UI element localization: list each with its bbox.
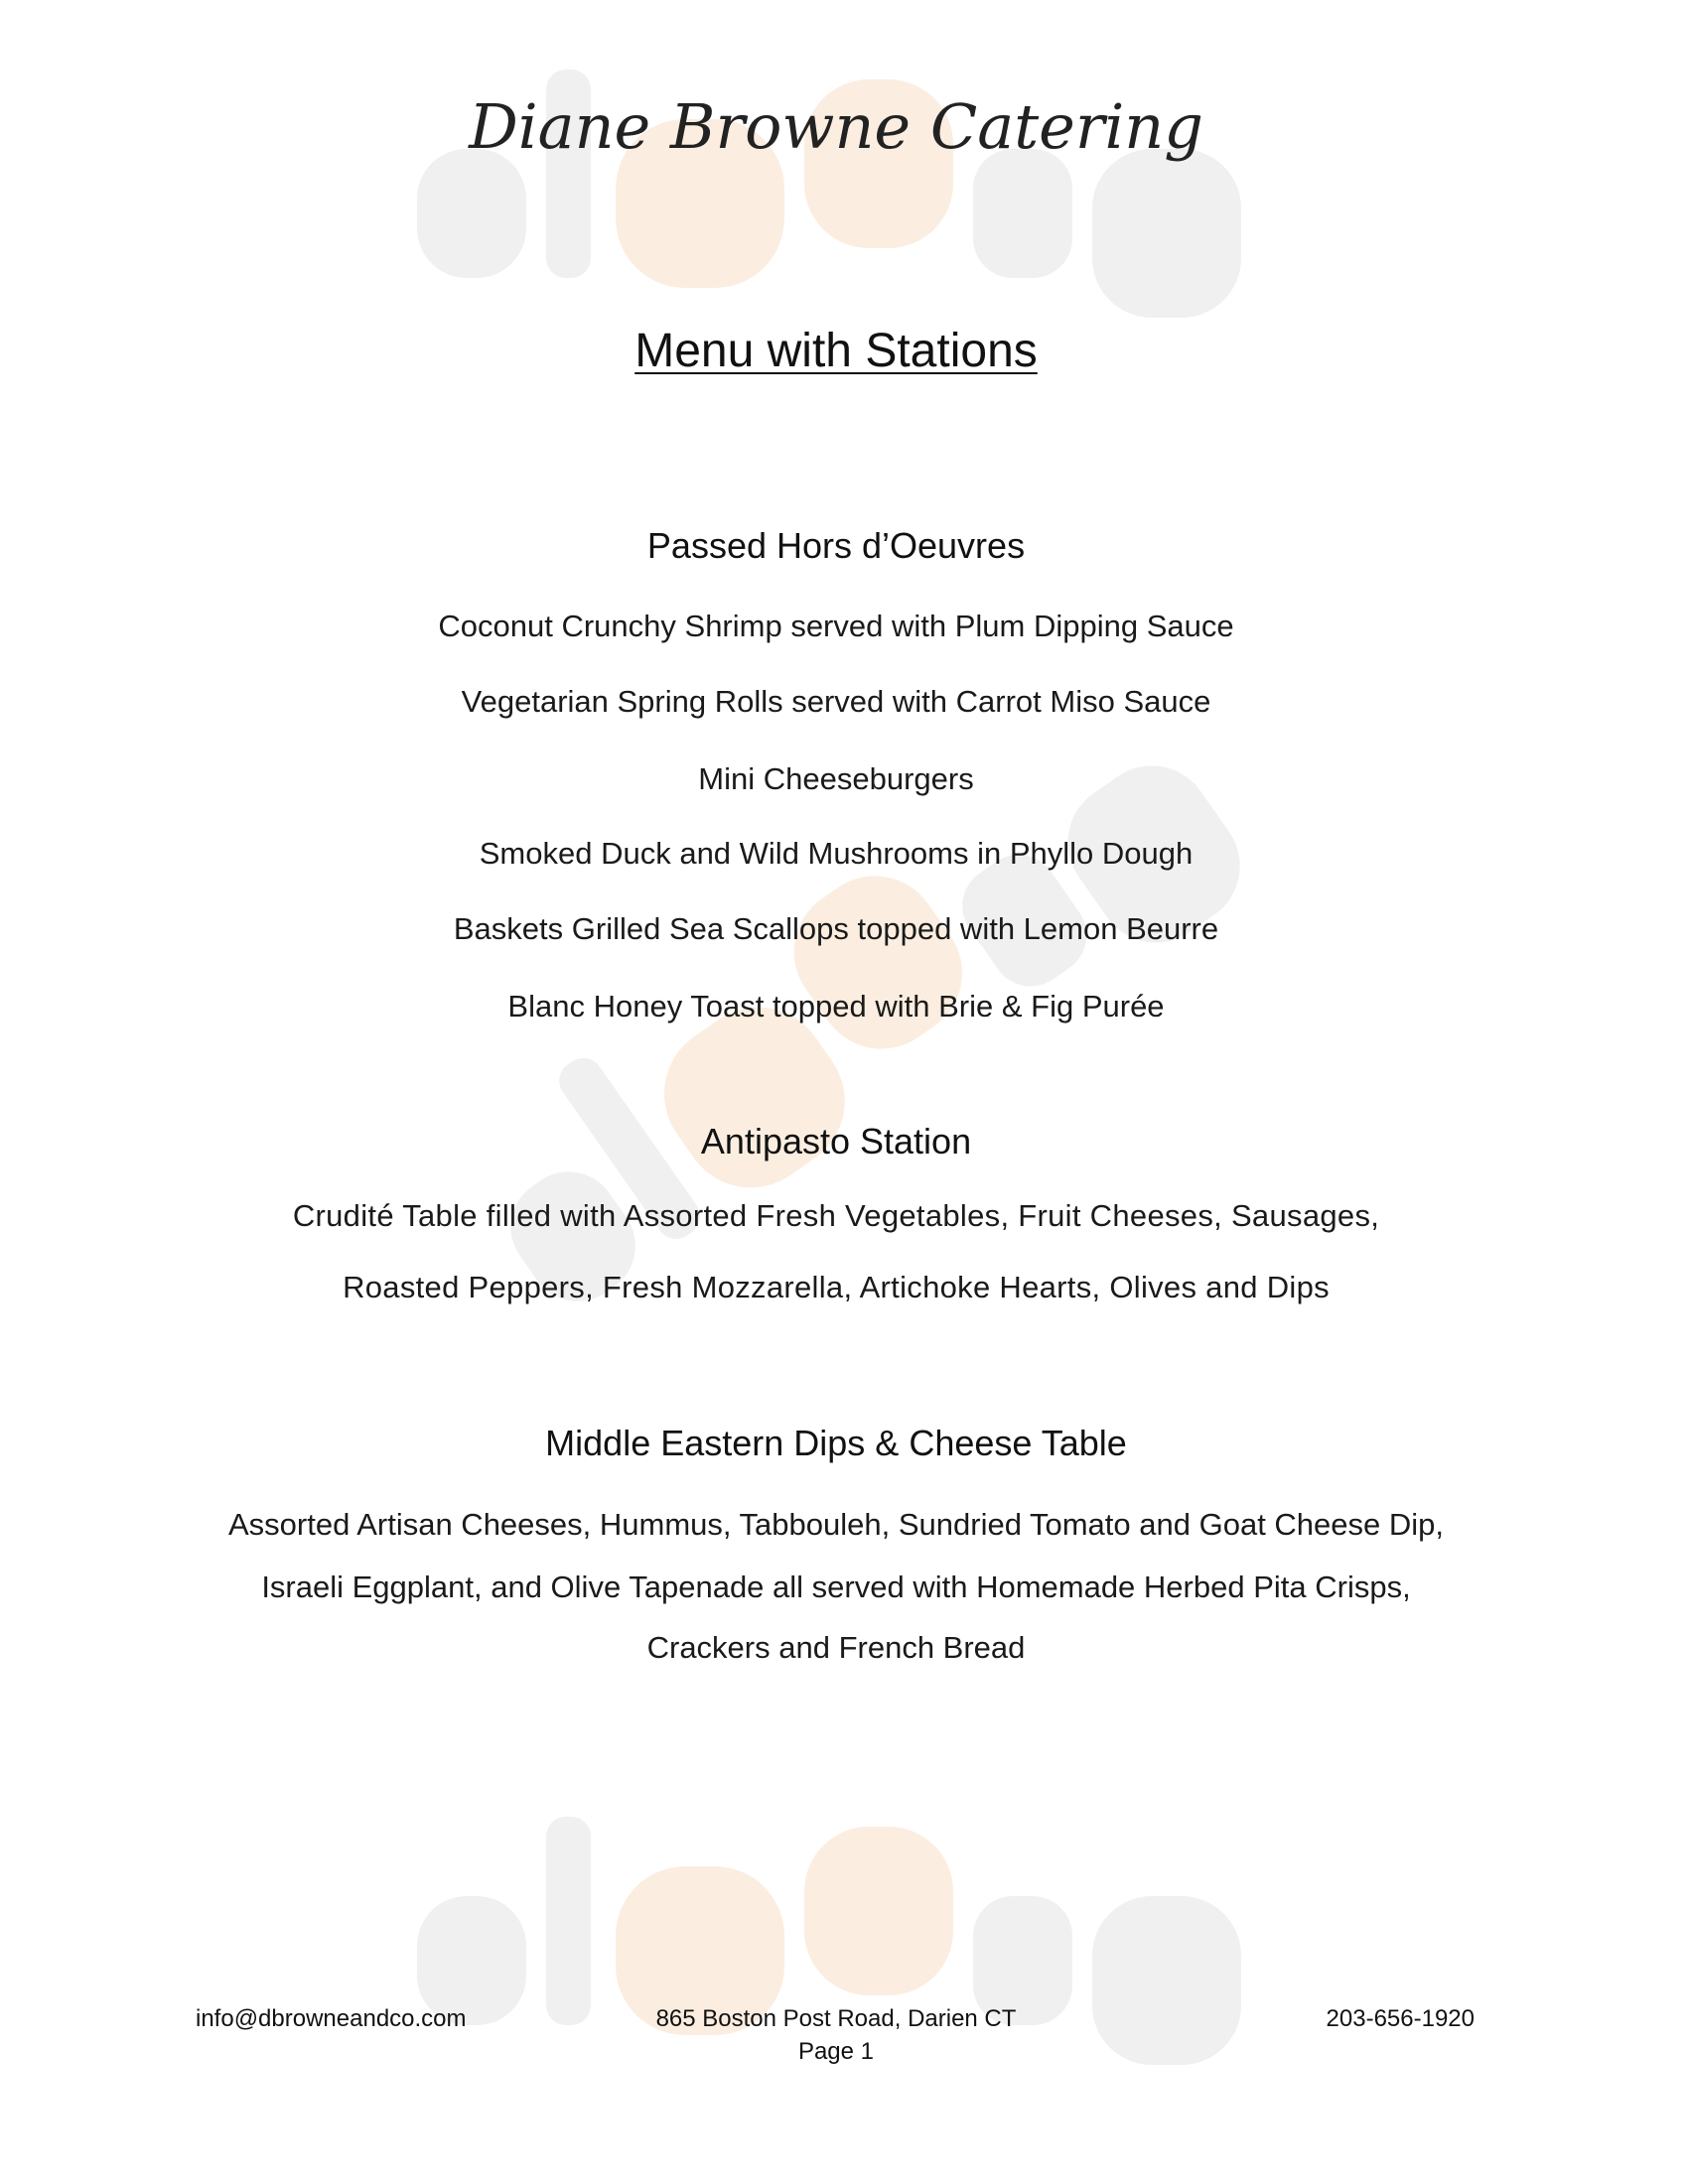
section-heading: Middle Eastern Dips & Cheese Table bbox=[545, 1423, 1127, 1463]
menu-item: Roasted Peppers, Fresh Mozzarella, Artichoke Hearts, Olives and Dips bbox=[343, 1270, 1330, 1304]
menu-item: Baskets Grilled Sea Scallops topped with Lemon Beurre bbox=[453, 911, 1219, 946]
brand-logo-text: Diane Browne Catering bbox=[469, 90, 1203, 163]
section-heading: Passed Hors d’Oeuvres bbox=[646, 525, 1026, 566]
menu-item: Vegetarian Spring Rolls served with Carrot Miso Sauce bbox=[461, 684, 1211, 719]
menu-item: Crackers and French Bread bbox=[646, 1630, 1026, 1665]
section-heading: Antipasto Station bbox=[700, 1121, 972, 1161]
menu-item: Assorted Artisan Cheeses, Hummus, Tabbouleh, Sundried Tomato and Goat Cheese Dip, bbox=[227, 1507, 1445, 1542]
menu-item: Smoked Duck and Wild Mushrooms in Phyllo Dough bbox=[479, 836, 1194, 871]
footer-address: 865 Boston Post Road, Darien CT bbox=[655, 2005, 1017, 2032]
menu-item: Mini Cheeseburgers bbox=[698, 761, 974, 796]
menu-item: Blanc Honey Toast topped with Brie & Fig Purée bbox=[507, 989, 1165, 1024]
page-number: Page 1 bbox=[797, 2038, 875, 2065]
page-title: Menu with Stations bbox=[634, 325, 1038, 377]
footer-email: info@dbrowneandco.com bbox=[196, 2005, 467, 2032]
footer-phone: 203-656-1920 bbox=[1326, 2005, 1475, 2032]
menu-item: Crudité Table filled with Assorted Fresh Vegetables, Fruit Cheeses, Sausages, bbox=[292, 1198, 1380, 1233]
menu-item: Coconut Crunchy Shrimp served with Plum Dipping Sauce bbox=[438, 609, 1234, 643]
menu-item: Israeli Eggplant, and Olive Tapenade all served with Homemade Herbed Pita Crisps, bbox=[261, 1570, 1411, 1604]
